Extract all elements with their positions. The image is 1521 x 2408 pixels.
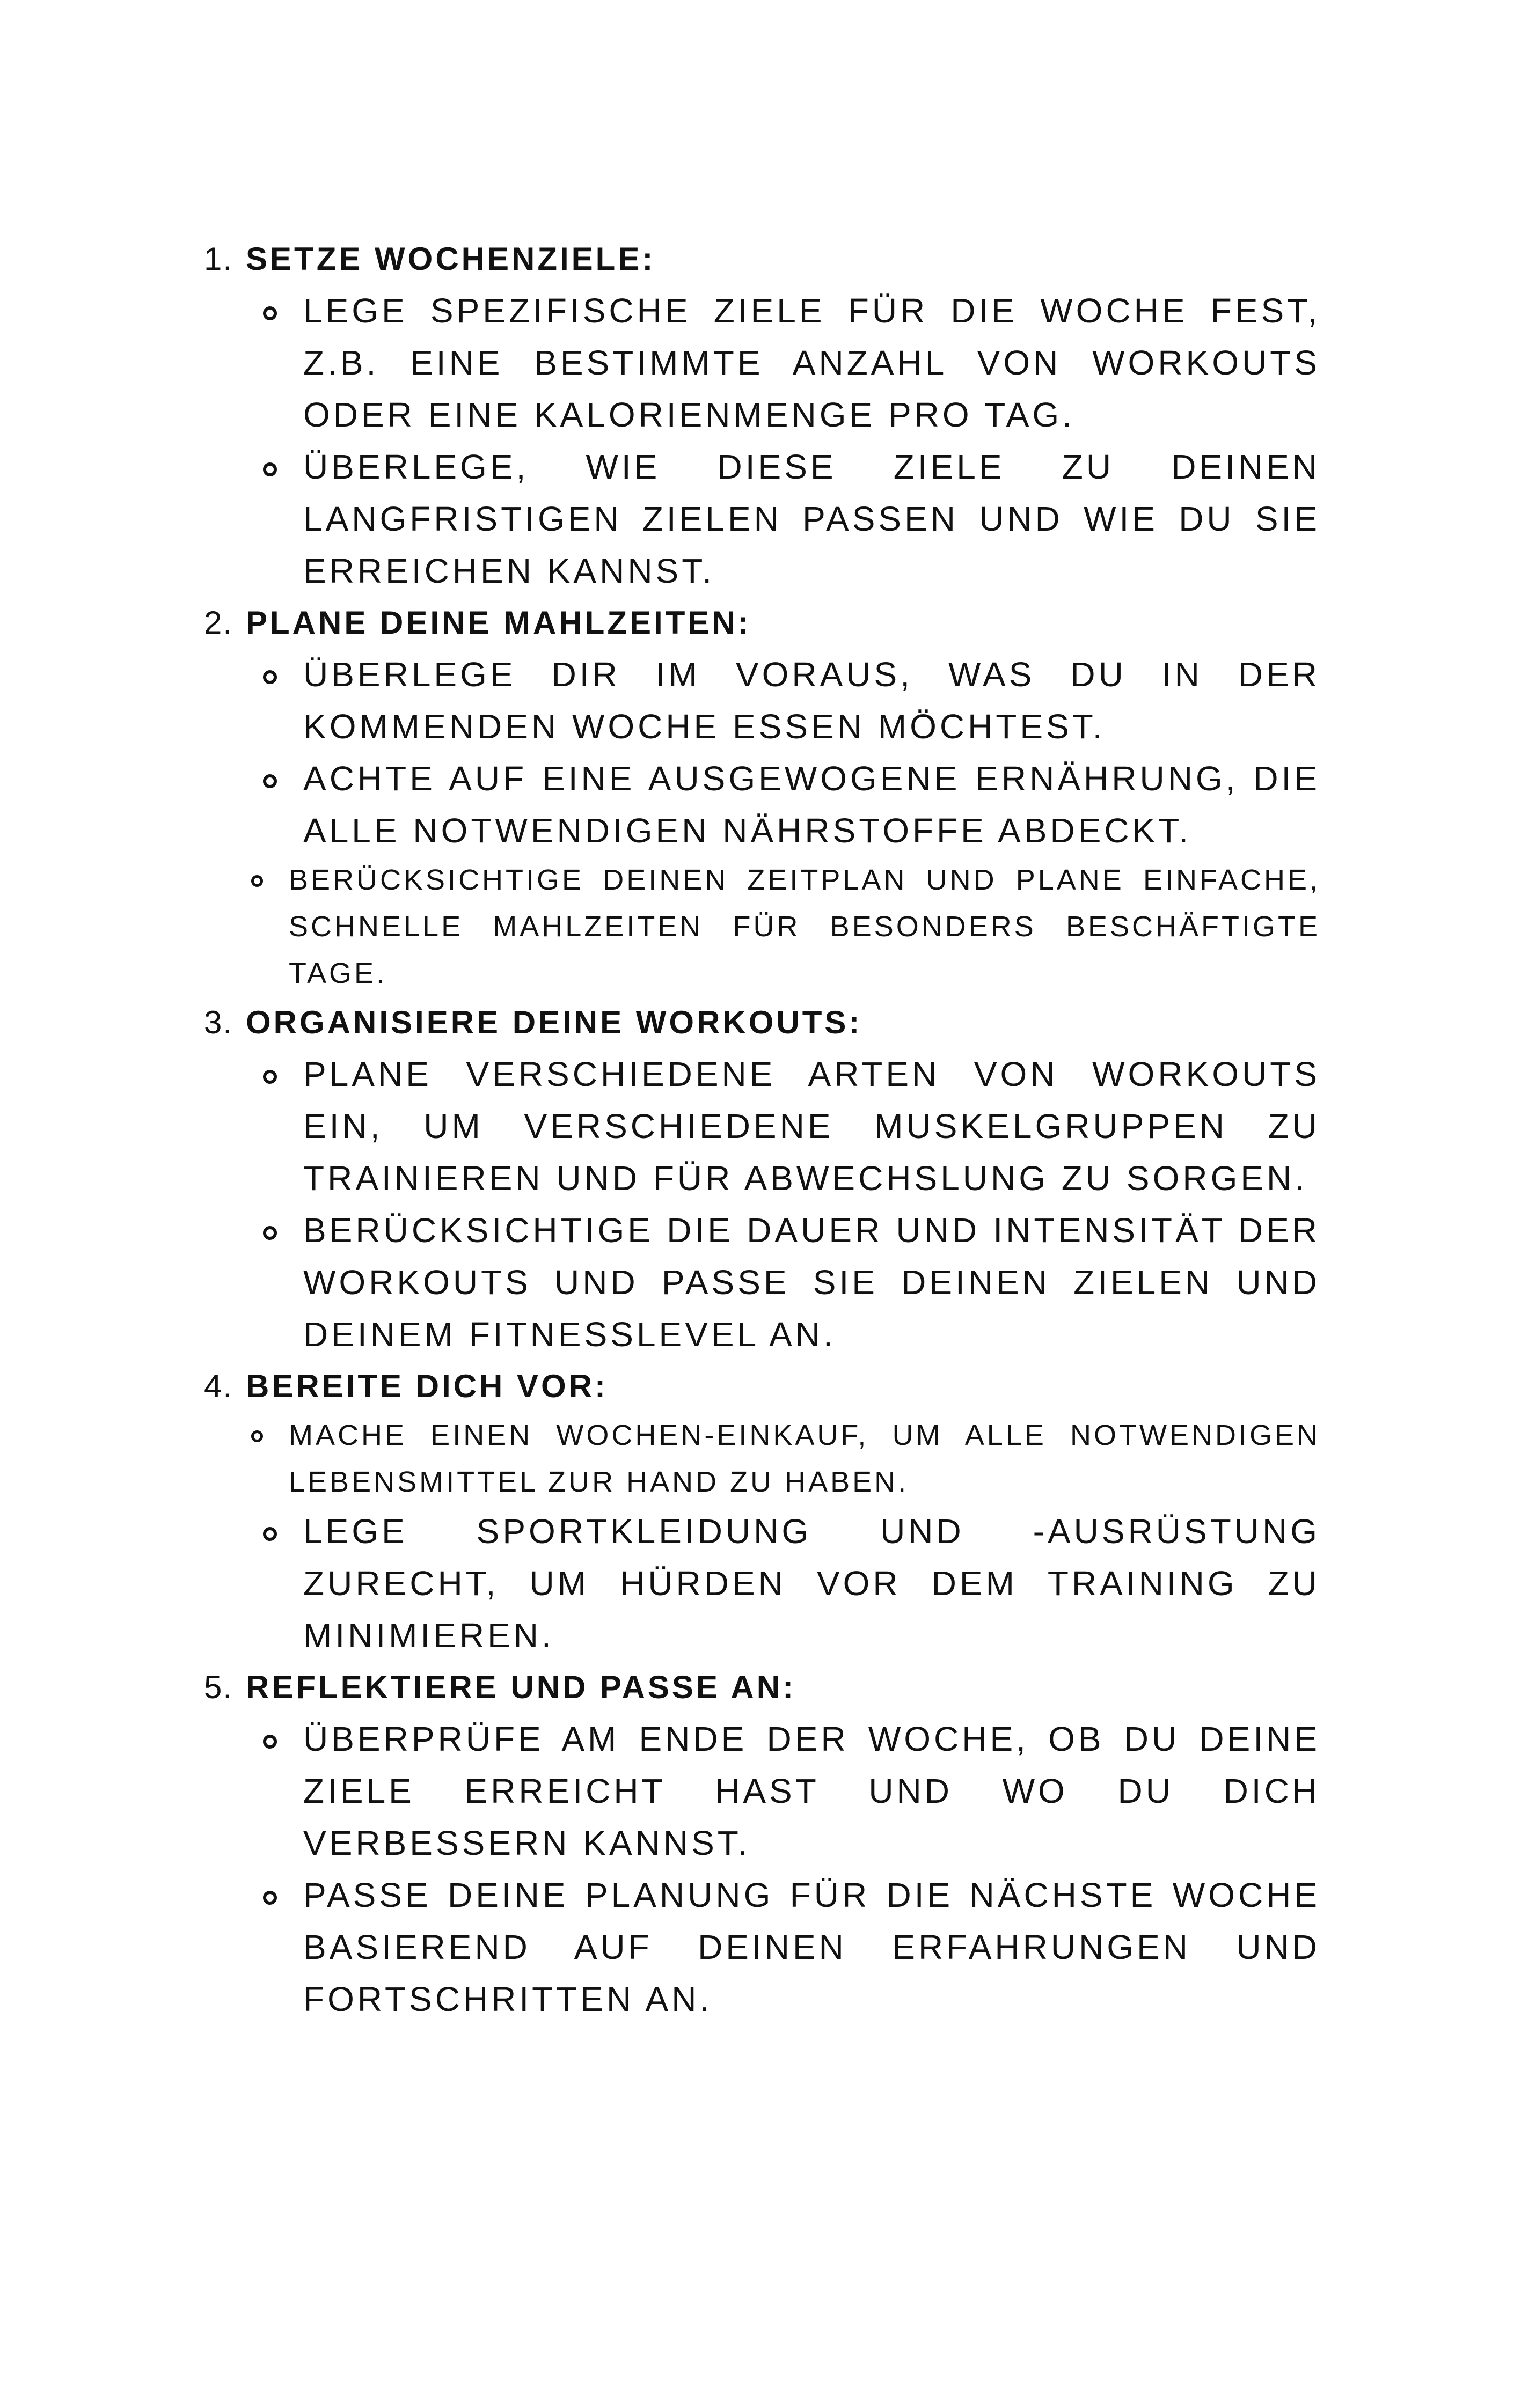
section-2: [204, 597, 1320, 997]
section-number: 2.: [204, 605, 233, 641]
section-1: [204, 233, 1320, 597]
bullet-list: [204, 1713, 1320, 2025]
section-heading: [204, 233, 1320, 285]
bullet-text: ACHTE AUF EINE AUSGEWOGENE ERNÄHRUNG, DIE ALLE NOTWENDIGEN NÄHRSTOFFE ABDECKT.: [303, 759, 1320, 850]
bullet-list: [204, 1048, 1320, 1361]
list-item: [204, 285, 1320, 441]
bullet-circle-icon: [251, 1430, 263, 1442]
bullet-circle-icon: [251, 875, 263, 887]
section-title: ORGANISIERE DEINE WORKOUTS:: [246, 1004, 862, 1040]
section-title: SETZE WOCHENZIELE:: [246, 241, 656, 277]
bullet-text: ÜBERLEGE DIR IM VORAUS, WAS DU IN DER KOMMENDEN WOCHE ESSEN MÖCHTEST.: [303, 655, 1320, 746]
section-number: 3.: [204, 1004, 233, 1040]
bullet-text: PASSE DEINE PLANUNG FÜR DIE NÄCHSTE WOCHE BASIEREND AUF DEINEN ERFAHRUNGEN UND FORTSCHRITTEN AN.: [303, 1876, 1320, 2018]
list-item: [204, 753, 1320, 857]
bullet-circle-icon: [263, 462, 277, 476]
weekly-plan-document: [204, 233, 1320, 2025]
list-item: [204, 1048, 1320, 1205]
section-number: 1.: [204, 241, 233, 277]
section-5: [204, 1662, 1320, 2025]
list-item: [204, 1205, 1320, 1361]
list-item: [204, 1412, 1320, 1506]
bullet-circle-icon: [263, 670, 277, 684]
bullet-circle-icon: [263, 774, 277, 788]
section-title: REFLEKTIERE UND PASSE AN:: [246, 1669, 796, 1705]
bullet-text: MACHE EINEN WOCHEN-EINKAUF, UM ALLE NOTWENDIGEN LEBENSMITTEL ZUR HAND ZU HABEN.: [289, 1419, 1320, 1498]
list-item: [204, 441, 1320, 597]
bullet-list: [204, 1412, 1320, 1662]
bullet-circle-icon: [263, 1226, 277, 1240]
section-heading: [204, 597, 1320, 649]
bullet-circle-icon: [263, 1070, 277, 1084]
section-heading: [204, 997, 1320, 1048]
list-item: [204, 1869, 1320, 2025]
section-title: PLANE DEINE MAHLZEITEN:: [246, 605, 751, 641]
section-4: [204, 1361, 1320, 1662]
bullet-list: [204, 285, 1320, 597]
section-heading: [204, 1361, 1320, 1412]
bullet-text: LEGE SPEZIFISCHE ZIELE FÜR DIE WOCHE FEST, Z.B. EINE BESTIMMTE ANZAHL VON WORKOUTS ODER EINE KALORIENMENGE PRO TAG.: [303, 291, 1320, 434]
section-heading: [204, 1662, 1320, 1713]
bullet-text: ÜBERPRÜFE AM ENDE DER WOCHE, OB DU DEINE ZIELE ERREICHT HAST UND WO DU DICH VERBESSERN KANNST.: [303, 1720, 1320, 1862]
list-item: [204, 649, 1320, 753]
bullet-text: ÜBERLEGE, WIE DIESE ZIELE ZU DEINEN LANGFRISTIGEN ZIELEN PASSEN UND WIE DU SIE ERREICHEN KANNST.: [303, 447, 1320, 590]
section-3: [204, 997, 1320, 1361]
list-item: [204, 857, 1320, 997]
section-number: 5.: [204, 1669, 233, 1705]
section-number: 4.: [204, 1368, 233, 1404]
bullet-circle-icon: [263, 1735, 277, 1749]
bullet-text: LEGE SPORTKLEIDUNG UND -AUSRÜSTUNG ZURECHT, UM HÜRDEN VOR DEM TRAINING ZU MINIMIEREN.: [303, 1512, 1320, 1655]
bullet-text: PLANE VERSCHIEDENE ARTEN VON WORKOUTS EIN, UM VERSCHIEDENE MUSKELGRUPPEN ZU TRAINIEREN UND FÜR ABWECHSLUNG ZU SORGEN.: [303, 1055, 1320, 1198]
bullet-text: BERÜCKSICHTIGE DIE DAUER UND INTENSITÄT DER WORKOUTS UND PASSE SIE DEINEN ZIELEN UND DEINEM FITNESSLEVEL AN.: [303, 1211, 1320, 1354]
list-item: [204, 1506, 1320, 1662]
bullet-list: [204, 649, 1320, 997]
bullet-circle-icon: [263, 306, 277, 320]
list-item: [204, 1713, 1320, 1869]
section-title: BEREITE DICH VOR:: [246, 1368, 609, 1404]
bullet-text: BERÜCKSICHTIGE DEINEN ZEITPLAN UND PLANE EINFACHE, SCHNELLE MAHLZEITEN FÜR BESONDERS BESCHÄFTIGTE TAGE.: [289, 864, 1320, 989]
bullet-circle-icon: [263, 1891, 277, 1905]
bullet-circle-icon: [263, 1527, 277, 1541]
